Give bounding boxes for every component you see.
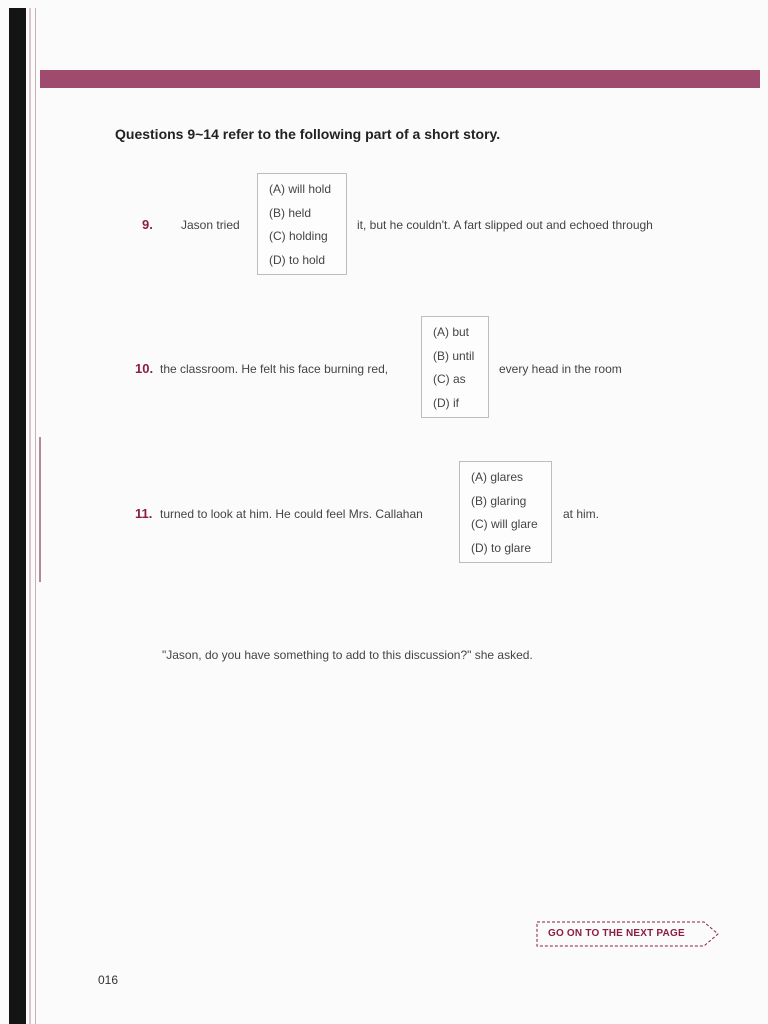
question-11-text-before: turned to look at him. He could feel Mrs. Callahan [160,507,423,521]
question-10-option-d[interactable]: (D) if [433,395,459,410]
book-spine-shadow [9,8,26,1024]
spine-fold-line [29,8,31,1024]
question-number-9: 9. [142,217,153,232]
question-11-options-box [459,461,552,563]
question-number-11: 11. [135,506,153,521]
spine-tab-mark [39,437,41,582]
question-9-option-a[interactable]: (A) will hold [269,182,332,196]
question-10-text-after: every head in the room [499,362,622,376]
spine-fold-line-inner [35,8,36,1024]
question-9-option-d[interactable]: (D) to hold [269,252,326,267]
question-9-text-after: it, but he couldn't. A fart slipped out and echoed through [357,218,653,232]
section-heading: Questions 9~14 refer to the following part of a short story. [115,126,501,142]
question-11-option-d[interactable]: (D) to glare [471,540,532,555]
question-10-option-a[interactable]: (A) but [433,325,470,339]
question-number-10: 10. [135,361,154,376]
question-9-option-b[interactable]: (B) held [269,205,312,220]
question-9-options-box [257,173,347,275]
next-page-label: GO ON TO THE NEXT PAGE [548,928,685,939]
header-color-bar [40,70,760,88]
question-11-option-b[interactable]: (B) glaring [471,493,527,508]
question-11-option-a[interactable]: (A) glares [471,470,524,484]
next-page-button[interactable] [536,921,706,946]
question-10-option-c[interactable]: (C) as [433,372,466,386]
question-9-text-before: Jason tried [181,218,240,232]
question-10-text-before: the classroom. He felt his face burning red, [160,362,389,376]
question-11-option-c[interactable]: (C) will glare [471,517,538,531]
question-9-option-c[interactable]: (C) holding [269,229,328,243]
story-quote-line: "Jason, do you have something to add to this discussion?" she asked. [162,648,533,662]
page-number: 016 [98,973,119,987]
question-10-option-b[interactable]: (B) until [433,348,475,363]
question-10-options-box [421,316,489,418]
question-11-text-after: at him. [563,507,600,521]
